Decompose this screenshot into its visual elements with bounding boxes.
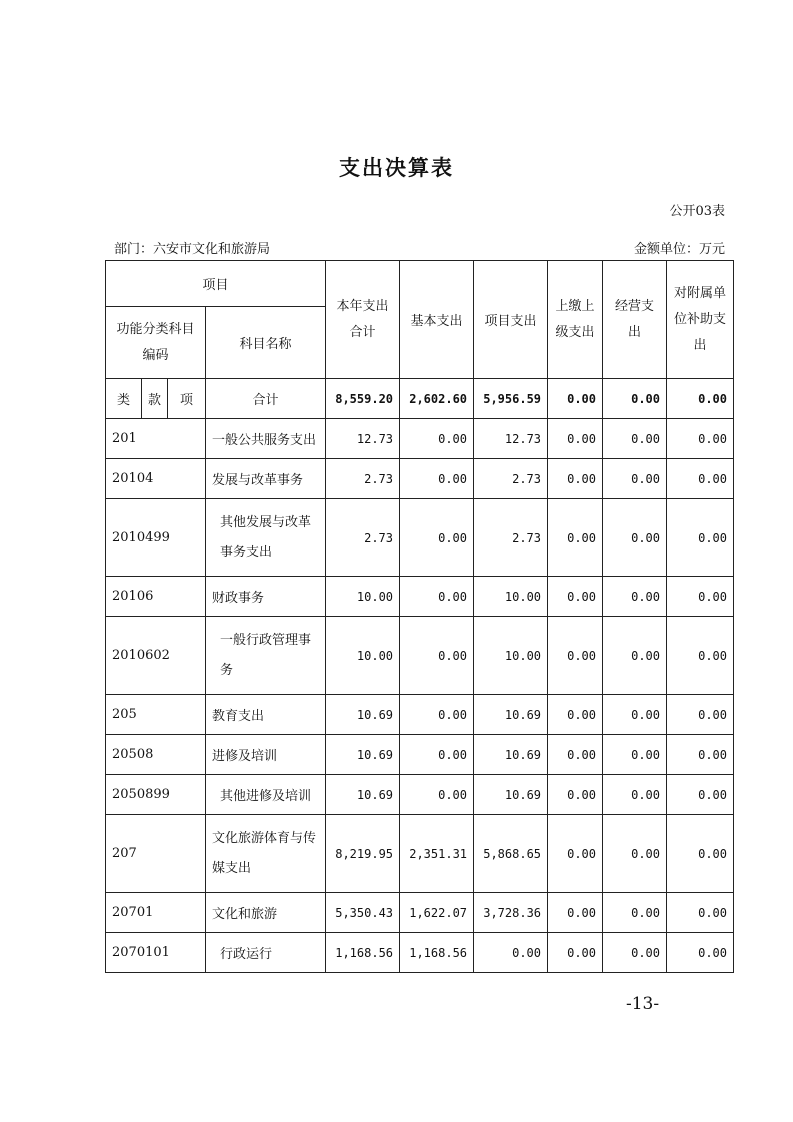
- header-lei: 类: [106, 379, 142, 419]
- row-total: 12.73: [326, 419, 400, 459]
- row-name: 其他发展与改革事务支出: [206, 499, 326, 577]
- row-basic: 0.00: [400, 735, 474, 775]
- header-subsidy: 对附属单位补助支出: [667, 261, 734, 379]
- row-code: 20104: [106, 459, 206, 499]
- row-name: 教育支出: [206, 695, 326, 735]
- row-project: 2.73: [474, 499, 548, 577]
- page-number: -13-: [626, 994, 660, 1014]
- row-project: 5,868.65: [474, 815, 548, 893]
- row-name: 行政运行: [206, 933, 326, 973]
- row-total: 5,350.43: [326, 893, 400, 933]
- row-basic: 0.00: [400, 459, 474, 499]
- total-operating: 0.00: [603, 379, 667, 419]
- row-name: 一般公共服务支出: [206, 419, 326, 459]
- row-basic: 1,168.56: [400, 933, 474, 973]
- row-name: 一般行政管理事务: [206, 617, 326, 695]
- row-project: 3,728.36: [474, 893, 548, 933]
- row-upper: 0.00: [548, 419, 603, 459]
- row-basic: 0.00: [400, 577, 474, 617]
- header-upper: 上缴上级支出: [548, 261, 603, 379]
- row-subsidy: 0.00: [667, 499, 734, 577]
- row-basic: 0.00: [400, 775, 474, 815]
- row-subsidy: 0.00: [667, 695, 734, 735]
- header-subject-name: 科目名称: [206, 307, 326, 379]
- row-code: 201: [106, 419, 206, 459]
- row-total: 10.69: [326, 735, 400, 775]
- header-project: 项目: [106, 261, 326, 307]
- row-operating: 0.00: [603, 577, 667, 617]
- table-row: [106, 815, 734, 893]
- row-project: 10.69: [474, 735, 548, 775]
- table-row: [106, 933, 734, 973]
- table-row: [106, 735, 734, 775]
- row-upper: 0.00: [548, 617, 603, 695]
- table-row: [106, 617, 734, 695]
- row-name: 其他进修及培训: [206, 775, 326, 815]
- row-upper: 0.00: [548, 775, 603, 815]
- row-subsidy: 0.00: [667, 735, 734, 775]
- row-code: 207: [106, 815, 206, 893]
- row-subsidy: 0.00: [667, 577, 734, 617]
- header-row-1: [106, 261, 734, 307]
- total-label: 合计: [206, 379, 326, 419]
- row-upper: 0.00: [548, 933, 603, 973]
- row-subsidy: 0.00: [667, 775, 734, 815]
- row-code: 20106: [106, 577, 206, 617]
- unit-label: 金额单位：万元: [633, 242, 725, 257]
- table-row: [106, 577, 734, 617]
- total-basic: 2,602.60: [400, 379, 474, 419]
- row-code: 20508: [106, 735, 206, 775]
- table-row: [106, 695, 734, 735]
- header-xiang: 项: [168, 379, 206, 419]
- page-title: 支出决算表: [339, 155, 454, 180]
- total-row: [106, 379, 734, 419]
- row-upper: 0.00: [548, 695, 603, 735]
- row-name: 文化旅游体育与传媒支出: [206, 815, 326, 893]
- row-project: 10.69: [474, 775, 548, 815]
- row-total: 10.00: [326, 577, 400, 617]
- row-upper: 0.00: [548, 815, 603, 893]
- row-operating: 0.00: [603, 893, 667, 933]
- row-basic: 0.00: [400, 419, 474, 459]
- row-total: 10.69: [326, 775, 400, 815]
- row-operating: 0.00: [603, 419, 667, 459]
- header-total: 本年支出合计: [326, 261, 400, 379]
- row-total: 2.73: [326, 459, 400, 499]
- header-operating: 经营支出: [603, 261, 667, 379]
- row-project: 12.73: [474, 419, 548, 459]
- table-row: [106, 459, 734, 499]
- total-upper: 0.00: [548, 379, 603, 419]
- row-total: 8,219.95: [326, 815, 400, 893]
- row-operating: 0.00: [603, 459, 667, 499]
- department-label: 部门：六安市文化和旅游局: [114, 242, 271, 257]
- row-subsidy: 0.00: [667, 419, 734, 459]
- row-upper: 0.00: [548, 735, 603, 775]
- row-subsidy: 0.00: [667, 933, 734, 973]
- row-code: 20701: [106, 893, 206, 933]
- header-basic: 基本支出: [400, 261, 474, 379]
- row-upper: 0.00: [548, 459, 603, 499]
- row-operating: 0.00: [603, 499, 667, 577]
- header-func-code: 功能分类科目编码: [106, 307, 206, 379]
- row-subsidy: 0.00: [667, 893, 734, 933]
- table-row: [106, 419, 734, 459]
- row-total: 10.00: [326, 617, 400, 695]
- row-code: 205: [106, 695, 206, 735]
- row-project: 10.00: [474, 577, 548, 617]
- row-basic: 2,351.31: [400, 815, 474, 893]
- row-basic: 0.00: [400, 499, 474, 577]
- row-name: 财政事务: [206, 577, 326, 617]
- row-subsidy: 0.00: [667, 459, 734, 499]
- row-project: 2.73: [474, 459, 548, 499]
- row-total: 1,168.56: [326, 933, 400, 973]
- total-total: 8,559.20: [326, 379, 400, 419]
- total-subsidy: 0.00: [667, 379, 734, 419]
- row-subsidy: 0.00: [667, 617, 734, 695]
- row-code: 2070101: [106, 933, 206, 973]
- header-kuan: 款: [142, 379, 168, 419]
- row-basic: 0.00: [400, 617, 474, 695]
- total-project: 5,956.59: [474, 379, 548, 419]
- row-operating: 0.00: [603, 933, 667, 973]
- row-operating: 0.00: [603, 695, 667, 735]
- row-upper: 0.00: [548, 499, 603, 577]
- row-project: 0.00: [474, 933, 548, 973]
- row-basic: 1,622.07: [400, 893, 474, 933]
- row-code: 2010499: [106, 499, 206, 577]
- row-operating: 0.00: [603, 815, 667, 893]
- row-code: 2050899: [106, 775, 206, 815]
- table-row: [106, 893, 734, 933]
- form-number: 公开03表: [669, 204, 725, 219]
- row-code: 2010602: [106, 617, 206, 695]
- table-row: [106, 499, 734, 577]
- row-upper: 0.00: [548, 577, 603, 617]
- row-basic: 0.00: [400, 695, 474, 735]
- row-name: 文化和旅游: [206, 893, 326, 933]
- row-operating: 0.00: [603, 775, 667, 815]
- row-name: 发展与改革事务: [206, 459, 326, 499]
- row-total: 2.73: [326, 499, 400, 577]
- header-project-expense: 项目支出: [474, 261, 548, 379]
- row-subsidy: 0.00: [667, 815, 734, 893]
- row-name: 进修及培训: [206, 735, 326, 775]
- table-row: [106, 775, 734, 815]
- row-project: 10.00: [474, 617, 548, 695]
- row-operating: 0.00: [603, 735, 667, 775]
- row-total: 10.69: [326, 695, 400, 735]
- expenditure-table: [105, 260, 734, 973]
- row-upper: 0.00: [548, 893, 603, 933]
- row-project: 10.69: [474, 695, 548, 735]
- row-operating: 0.00: [603, 617, 667, 695]
